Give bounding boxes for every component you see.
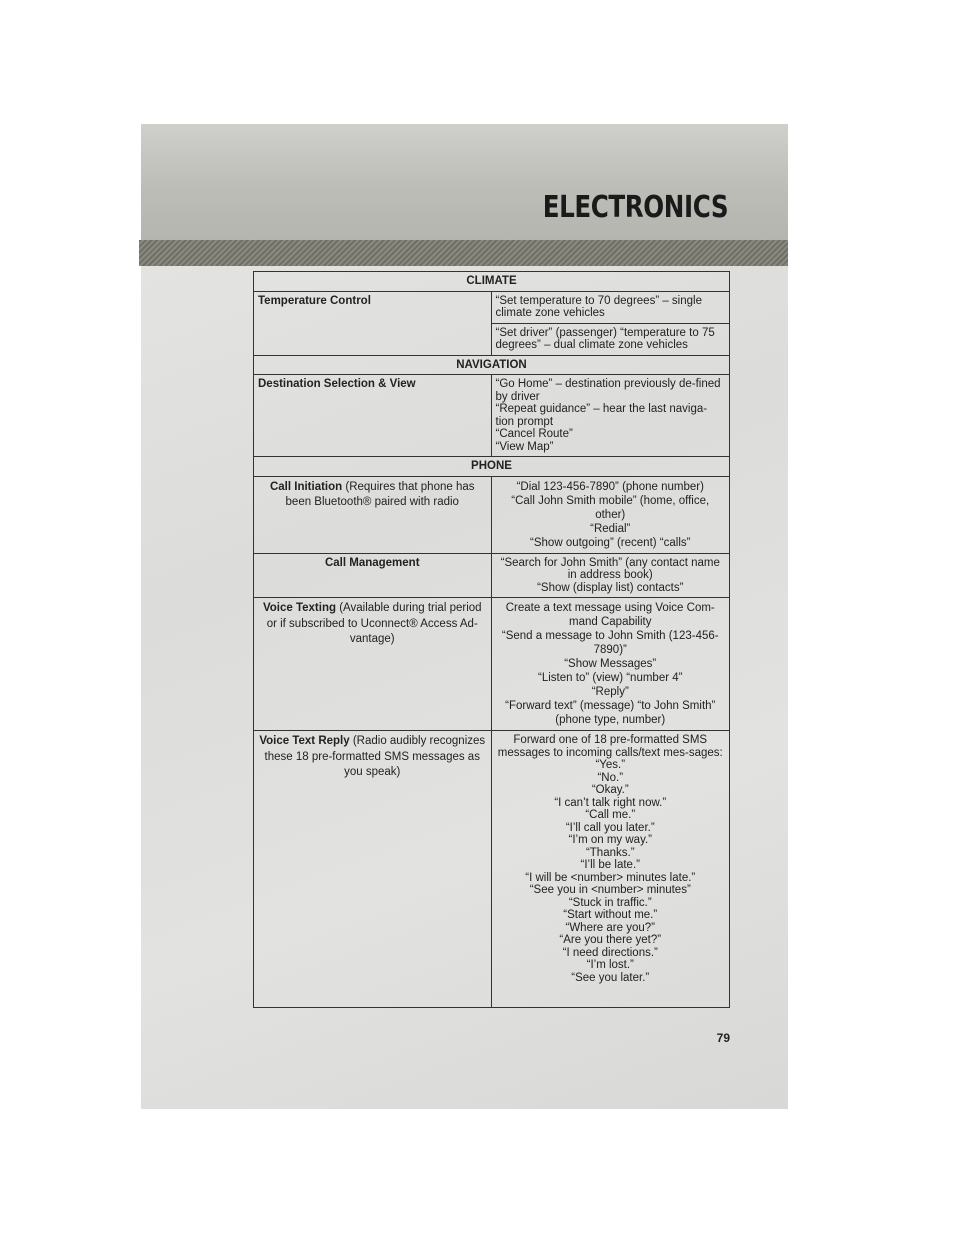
command-line: “I can’t talk right now.”	[554, 796, 667, 809]
feature-call-management: Call Management	[254, 553, 492, 598]
command-cell: “Set temperature to 70 degrees” – single climate zone vehicles	[491, 291, 730, 323]
section-header-phone: PHONE	[254, 457, 730, 477]
command-line: “Show (display list) contacts”	[537, 581, 684, 594]
command-cell	[491, 553, 730, 598]
command-cell	[491, 476, 730, 553]
feature-name: Voice Texting	[262, 602, 336, 614]
command-line: “Call me.”	[585, 809, 636, 821]
command-line: “See you later.”	[571, 971, 650, 984]
command-line: “Cancel Route”	[495, 428, 573, 440]
command-line: “See you in <number> minutes”	[529, 884, 691, 896]
command-line: “I need directions.”	[562, 946, 658, 959]
command-line: “I’m on my way.”	[568, 834, 652, 846]
feature-destination-selection: Destination Selection & View	[254, 375, 492, 457]
page-number: 79	[716, 1031, 730, 1045]
table-row	[254, 476, 730, 553]
table-row	[254, 272, 730, 292]
command-line: “I will be <number> minutes late.”	[525, 871, 696, 884]
section-header-navigation: NAVIGATION	[254, 355, 730, 375]
command-cell	[491, 375, 730, 457]
feature-voice-text-reply	[254, 731, 492, 1008]
table-row	[254, 598, 730, 731]
table-row	[254, 291, 730, 323]
header-band	[139, 240, 788, 266]
command-line: “Forward text” (message) “to John Smith” (phone type, number)	[505, 700, 716, 726]
feature-note: (Available during trial period or if subscribed to Uconnect® Access Ad-vantage)	[266, 602, 482, 645]
command-line: “Show Messages”	[564, 658, 657, 670]
feature-note: (Requires that phone has been Bluetooth® paired with radio	[285, 480, 475, 508]
command-cell	[491, 598, 730, 731]
command-line: “I’ll call you later.”	[565, 821, 655, 834]
feature-voice-texting	[254, 598, 492, 731]
table-row	[254, 731, 730, 1008]
voice-command-table	[253, 271, 730, 1008]
command-line: “View Map”	[495, 440, 554, 453]
command-line: Create a text message using Voice Com-mand Capability	[505, 602, 715, 628]
command-line: “Redial”	[590, 522, 631, 535]
command-line: “Call John Smith mobile” (home, office, other)	[511, 494, 710, 521]
command-line: “I’ll be late.”	[580, 859, 640, 871]
page-header	[141, 124, 788, 240]
command-cell: “Set driver” (passenger) “temperature to 75 degrees” – dual climate zone vehicles	[491, 323, 730, 355]
command-line: “Show outgoing” (recent) “calls”	[530, 536, 691, 549]
section-title: ELECTRONICS	[542, 190, 728, 225]
command-line: “Thanks.”	[585, 846, 635, 859]
table-row	[254, 355, 730, 375]
command-line: “No.”	[597, 771, 624, 784]
feature-name: Call Initiation	[269, 480, 343, 493]
command-line: “Search for John Smith” (any contact name in address book)	[500, 556, 720, 581]
command-line: Forward one of 18 pre-formatted SMS messages to incoming calls/text mes-sages:	[497, 734, 723, 759]
command-line: “Repeat guidance” – hear the last naviga-tion prompt	[495, 403, 708, 428]
command-line: “Are you there yet?”	[559, 934, 662, 946]
command-line: “Okay.”	[591, 784, 629, 796]
feature-note: (Radio audibly recognizes these 18 pre-formatted SMS messages as you speak)	[264, 735, 486, 778]
feature-call-initiation	[254, 476, 492, 553]
command-line: “Where are you?”	[565, 921, 655, 934]
section-header-climate: CLIMATE	[254, 272, 730, 292]
command-line: “Reply”	[591, 686, 629, 698]
command-line: “Send a message to John Smith (123-456-7890)”	[501, 630, 719, 656]
command-line: “Yes.”	[595, 759, 626, 771]
command-cell	[491, 731, 730, 1008]
table-row	[254, 457, 730, 477]
feature-temperature-control: Temperature Control	[254, 291, 492, 355]
table-row	[254, 375, 730, 457]
command-line: “Listen to” (view) “number 4”	[538, 672, 683, 684]
command-line: “Start without me.”	[563, 909, 658, 921]
feature-name: Voice Text Reply	[259, 735, 350, 747]
command-line: “I’m lost.”	[586, 959, 634, 971]
command-line: “Go Home” – destination previously de-fined by driver	[495, 378, 721, 403]
table-row	[254, 553, 730, 598]
command-line: “Dial 123-456-7890” (phone number)	[516, 480, 704, 493]
command-line: “Stuck in traffic.”	[568, 896, 652, 909]
